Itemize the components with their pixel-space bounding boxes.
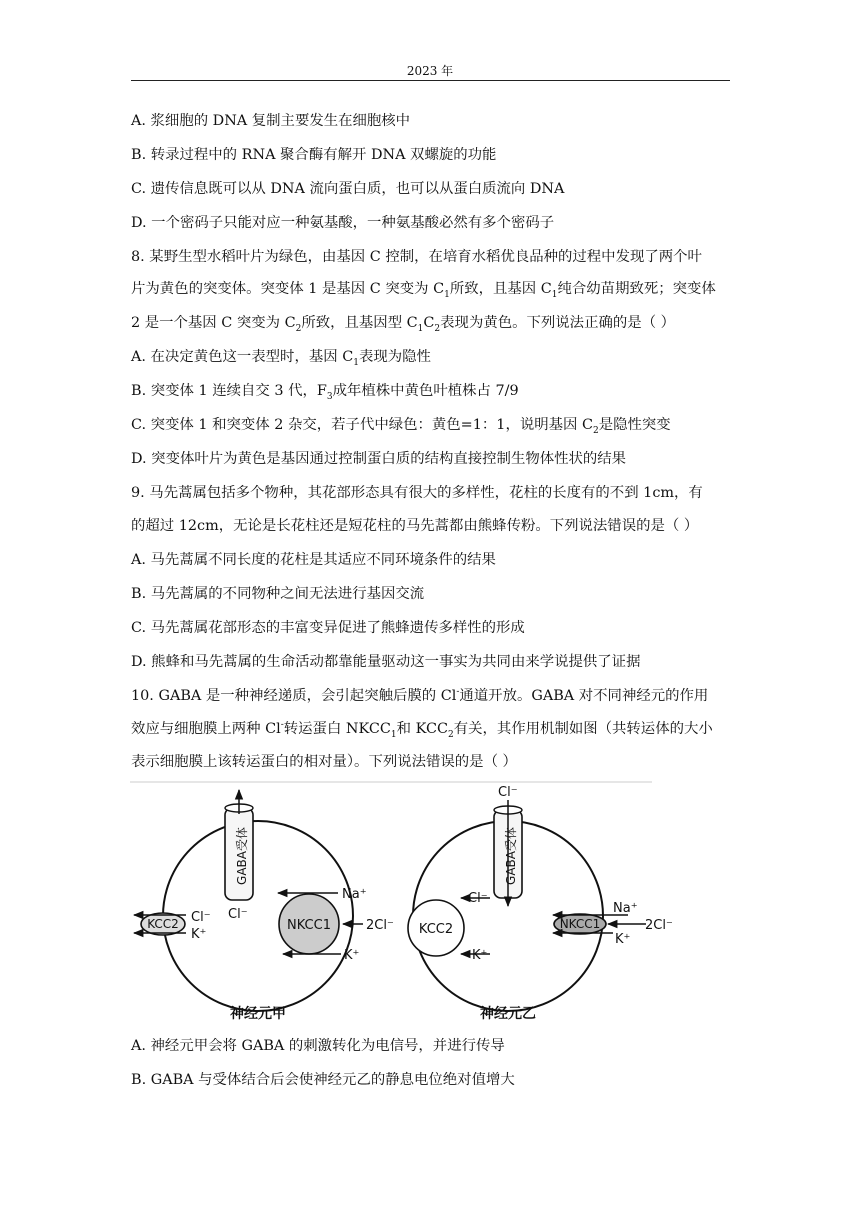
gaba-receptor-b — [494, 800, 522, 906]
kcc2-label-a: KCC2 — [147, 917, 179, 931]
q8-stem-line-1: 8. 某野生型水稻叶片为绿色，由基因 C 控制，在培育水稻优良品种的过程中发现了两个叶 — [131, 249, 702, 265]
q10-option-b: B. GABA 与受体结合后会使神经元乙的静息电位绝对值增大 — [131, 1072, 515, 1088]
q7-option-a: A. 浆细胞的 DNA 复制主要发生在细胞核中 — [131, 113, 411, 129]
q8-option-c: C. 突变体 1 和突变体 2 杂交，若子代中绿色：黄色=1：1，说明基因 $C_2$是隐性突变 — [131, 417, 671, 436]
q10-stem-line-2: 效应与细胞膜上两种 Cl-转运蛋白 $NKCC_1$和 $KCC_2$有关，其作用机制如图（共转运体的大小 — [131, 720, 713, 740]
cl2-label-a: 2Cl⁻ — [366, 918, 394, 933]
k-label-b-nkcc1: K⁺ — [615, 932, 631, 947]
cl-label-b-kcc2: Cl⁻ — [468, 891, 488, 906]
na-label-a: Na⁺ — [342, 887, 367, 902]
nkcc1-label-b: NKCC1 — [559, 917, 601, 931]
cl-label-b-receptor: Cl⁻ — [498, 785, 518, 800]
q9-option-d: D. 熊蜂和马先蒿属的生命活动都靠能量驱动这一事实为共同由来学说提供了证据 — [131, 654, 641, 670]
q7-option-b: B. 转录过程中的 RNA 聚合酶有解开 DNA 双螺旋的功能 — [131, 147, 497, 163]
neuron-a-caption: 神经元甲 — [230, 1006, 286, 1022]
neuron-b — [408, 785, 673, 1022]
q8-option-b: B. 突变体 1 连续自交 3 代，$F_3$成年植株中黄色叶植株占 7/9 — [131, 383, 519, 402]
gaba-receptor-a — [225, 790, 253, 900]
na-label-b: Na⁺ — [613, 901, 638, 916]
q7-option-c: C. 遗传信息既可以从 DNA 流向蛋白质，也可以从蛋白质流向 DNA — [131, 181, 565, 197]
q8-stem-line-3: 2 是一个基因 C 突变为 $C_2$所致，且基因型 $C_1C_2$表现为黄色。下列说法正确的是（ ） — [131, 315, 675, 334]
q9-option-a: A. 马先蒿属不同长度的花柱是其适应不同环境条件的结果 — [131, 552, 496, 568]
receptor-label-b: GABA受体 — [504, 827, 518, 885]
page-header-year: 2023 年 — [406, 64, 454, 78]
q10-stem-line-3: 表示细胞膜上该转运蛋白的相对量）。下列说法错误的是（ ） — [131, 754, 517, 770]
k-label-a-kcc2: K⁺ — [191, 927, 207, 942]
q10-stem-line-1: 10. GABA 是一种神经递质，会引起突触后膜的 Cl-通道开放。GABA 对不同神经元的作用 — [131, 687, 709, 704]
q8-option-a: A. 在决定黄色这一表型时，基因 $C_1$表现为隐性 — [131, 349, 431, 368]
q9-option-b: B. 马先蒿属的不同物种之间无法进行基因交流 — [131, 586, 425, 602]
receptor-label-a: GABA受体 — [235, 827, 249, 885]
q7-option-d: D. 一个密码子只能对应一种氨基酸，一种氨基酸必然有多个密码子 — [131, 215, 555, 231]
q9-option-c: C. 马先蒿属花部形态的丰富变异促进了熊蜂遗传多样性的形成 — [131, 620, 525, 636]
nkcc1-transporter-b — [554, 914, 606, 934]
header-rule — [131, 80, 730, 81]
nkcc1-label-a: NKCC1 — [287, 918, 331, 933]
q9-stem-line-1: 9. 马先蒿属包括多个物种，其花部形态具有很大的多样性，花柱的长度有的不到 1cm，有 — [131, 485, 703, 501]
q10-option-a: A. 神经元甲会将 GABA 的刺激转化为电信号，并进行传导 — [131, 1038, 505, 1054]
kcc2-transporter-a — [141, 913, 185, 935]
nkcc1-transporter-a — [279, 894, 339, 954]
cl-label-a-kcc2: Cl⁻ — [191, 910, 211, 925]
q9-stem-line-2: 的超过 12cm，无论是长花柱还是短花柱的马先蒿都由熊蜂传粉。下列说法错误的是（ ） — [131, 518, 699, 534]
neuron-a — [134, 790, 394, 1022]
q8-stem-line-2: 片为黄色的突变体。突变体 1 是基因 C 突变为 $C_1$所致，且基因 $C_1$纯合幼苗期致死；突变体 — [131, 281, 716, 300]
gaba-mechanism-figure — [128, 778, 688, 1028]
kcc2-label-b: KCC2 — [418, 922, 454, 937]
kcc2-transporter-b — [408, 900, 464, 956]
q8-option-d: D. 突变体叶片为黄色是基因通过控制蛋白质的结构直接控制生物体性状的结果 — [131, 451, 627, 467]
k-label-b-kcc2: K⁺ — [472, 948, 488, 963]
k-label-a: K⁺ — [344, 948, 360, 963]
neuron-b-caption: 神经元乙 — [480, 1006, 536, 1022]
cl2-label-b: 2Cl⁻ — [645, 918, 673, 933]
cl-label-a-receptor: Cl⁻ — [228, 907, 248, 922]
